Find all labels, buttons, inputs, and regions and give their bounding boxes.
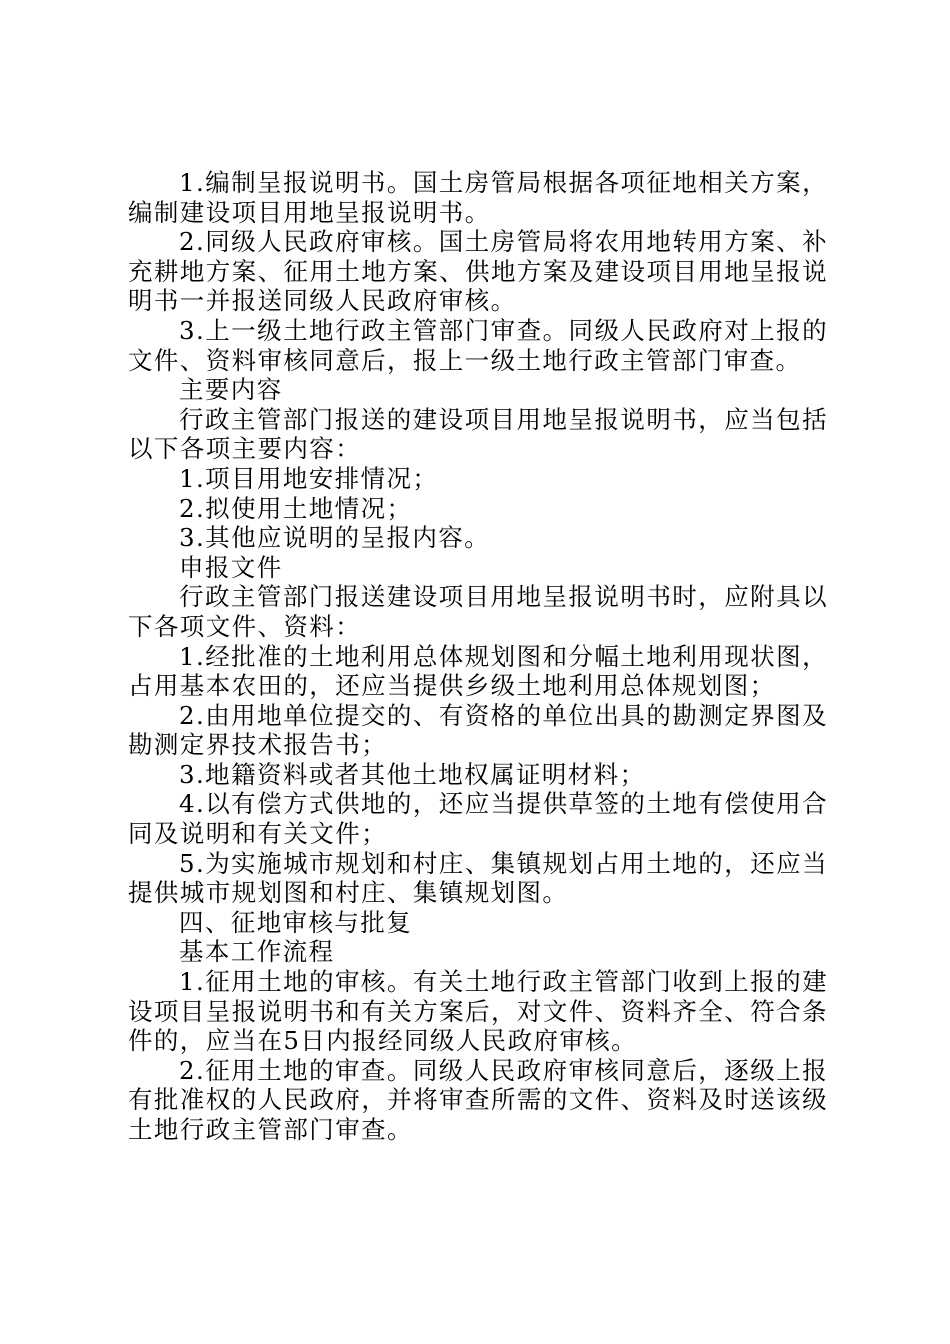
paragraph-procedure-2: 2.同级人民政府审核。国土房管局将农用地转用方案、补充耕地方案、征用土地方案、供地方案及建设项目用地呈报说明书一并报送同级人民政府审核。 xyxy=(128,227,828,316)
paragraph-workflow-1: 1.征用土地的审核。有关土地行政主管部门收到上报的建设项目呈报说明书和有关方案后，对文件、资料齐全、符合条件的，应当在5日内报经同级人民政府审核。 xyxy=(128,967,828,1056)
document-body xyxy=(128,168,828,1145)
list-item-file-1: 1.经批准的土地利用总体规划图和分幅土地利用现状图，占用基本农田的，还应当提供乡级土地利用总体规划图； xyxy=(128,641,828,701)
list-item-file-2: 2.由用地单位提交的、有资格的单位出具的勘测定界图及勘测定界技术报告书； xyxy=(128,700,828,760)
list-item-file-3: 3.地籍资料或者其他土地权属证明材料； xyxy=(179,759,646,789)
section-heading-main-content: 主要内容 xyxy=(179,375,283,405)
paragraph-workflow-2: 2.征用土地的审查。同级人民政府审核同意后，逐级上报有批准权的人民政府，并将审查所需的文件、资料及时送该级土地行政主管部门审查。 xyxy=(128,1055,828,1144)
list-item-file-4: 4.以有偿方式供地的，还应当提供草签的土地有偿使用合同及说明和有关文件； xyxy=(128,789,828,849)
list-item-file-5: 5.为实施城市规划和村庄、集镇规划占用土地的，还应当提供城市规划图和村庄、集镇规划图。 xyxy=(128,848,828,908)
section-heading-basic-workflow: 基本工作流程 xyxy=(179,937,335,967)
paragraph-procedure-1: 1.编制呈报说明书。国土房管局根据各项征地相关方案，编制建设项目用地呈报说明书。 xyxy=(128,168,828,227)
paragraph-files-intro: 行政主管部门报送建设项目用地呈报说明书时，应附具以下各项文件、资料： xyxy=(128,582,828,641)
section-heading-review-approval: 四、征地审核与批复 xyxy=(179,907,413,937)
list-item-content-3: 3.其他应说明的呈报内容。 xyxy=(179,523,491,553)
paragraph-procedure-3: 3.上一级土地行政主管部门审查。同级人民政府对上报的文件、资料审核同意后，报上一级土地行政主管部门审查。 xyxy=(128,315,828,375)
paragraph-main-content-intro: 行政主管部门报送的建设项目用地呈报说明书，应当包括以下各项主要内容： xyxy=(128,404,828,464)
list-item-content-2: 2.拟使用土地情况； xyxy=(179,493,413,523)
list-item-content-1: 1.项目用地安排情况； xyxy=(179,463,439,493)
section-heading-application-files: 申报文件 xyxy=(179,552,283,582)
